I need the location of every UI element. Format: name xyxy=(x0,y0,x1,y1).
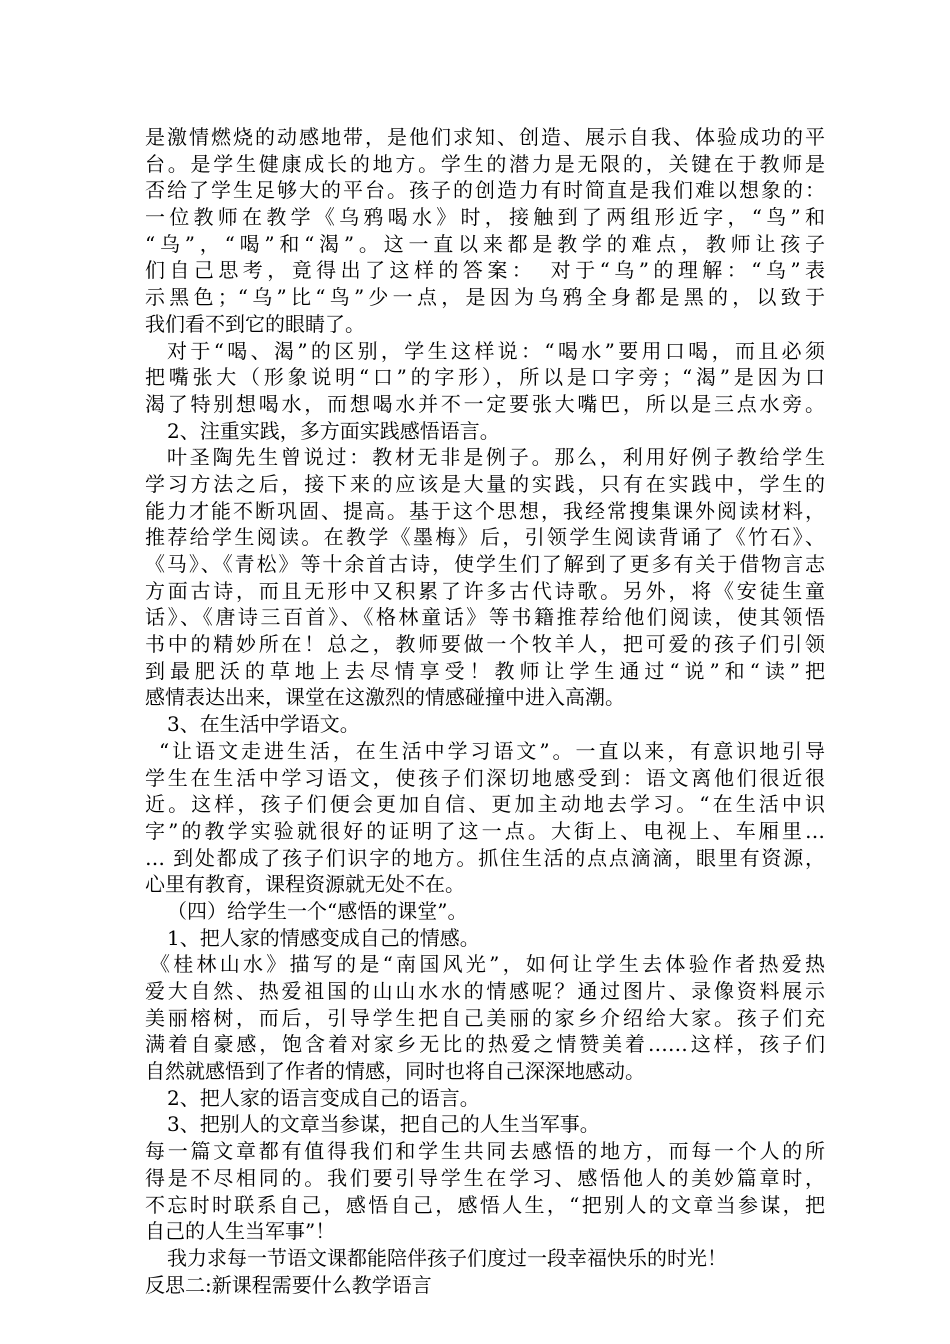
section-heading: （四）给学生一个“感悟的课堂”。 xyxy=(167,898,468,923)
document-page xyxy=(145,124,825,1298)
text-line: 是激情燃烧的动感地带，是他们求知、创造、展示自我、体验成功的平 xyxy=(145,125,825,149)
text-line: 《桂林山水》描写的是“南国风光”，如何让学生去体验作者热爱热 xyxy=(150,952,825,977)
text-line: 2、把人家的语言变成自己的语言。 xyxy=(167,1085,480,1110)
text-line: 话》、《唐诗三百首》、《格林童话》等书籍推荐给他们阅读，使其领悟 xyxy=(145,605,825,630)
text-line: 推荐给学生阅读。在教学《墨梅》后，引领学生阅读背诵了《竹石》、 xyxy=(145,525,825,550)
text-line: “乌”，“喝”和“渴”。这一直以来都是教学的难点，教师让孩子 xyxy=(145,231,825,256)
text-line: … 到处都成了孩子们识字的地方。抓住生活的点点滴滴，眼里有资源， xyxy=(145,845,825,870)
text-line: 方面古诗，而且无形中又积累了许多古代诗歌。另外，将《安徒生童 xyxy=(145,578,825,603)
text-line: 3、把别人的文章当参谋，把自己的人生当军事。 xyxy=(167,1112,600,1137)
text-line: 满着自豪感，饱含着对家乡无比的热爱之情赞美着……这样，孩子们 xyxy=(145,1032,825,1057)
text-line: 我力求每一节语文课都能陪伴孩子们度过一段幸福快乐的时光！ xyxy=(167,1245,727,1270)
text-line: 书中的精妙所在！总之，教师要做一个牧羊人，把可爱的孩子们引领 xyxy=(145,632,825,657)
text-line: 不忘时时联系自己，感悟自己，感悟人生，“把别人的文章当参谋，把 xyxy=(145,1192,825,1217)
text-line: 字”的教学实验就很好的证明了这一点。大街上、电视上、车厢里… xyxy=(145,818,825,843)
text-line: 我们看不到它的眼睛了。 xyxy=(145,311,365,336)
text-line: 能力才能不断巩固、提高。基于这个思想，我经常搜集课外阅读材料， xyxy=(145,498,825,523)
text-line: 自然就感悟到了作者的情感，同时也将自己深深地感动。 xyxy=(145,1059,645,1084)
text-line: 感情表达出来，课堂在这激烈的情感碰撞中进入高潮。 xyxy=(145,685,625,710)
text-line: “让语文走进生活，在生活中学习语文”。一直以来，有意识地引导 xyxy=(159,738,825,763)
text-line: 《马》、《青松》等十余首古诗，使学生们了解到了更多有关于借物言志 xyxy=(145,552,825,576)
text-line: 得是不尽相同的。我们要引导学生在学习、感悟他人的美妙篇章时， xyxy=(145,1165,825,1190)
text-line: 对于“喝、渴”的区别，学生这样说：“喝水”要用口喝，而且必须 xyxy=(167,338,825,363)
text-line: 每一篇文章都有值得我们和学生共同去感悟的地方，而每一个人的所 xyxy=(145,1139,825,1164)
text-line: 台。是学生健康成长的地方。学生的潜力是无限的，关键在于教师是 xyxy=(145,151,825,176)
text-line: 否给了学生足够大的平台。孩子的创造力有时简直是我们难以想象的： xyxy=(145,178,825,203)
text-line: 心里有教育，课程资源就无处不在。 xyxy=(145,872,465,897)
text-line: 一位教师在教学《乌鸦喝水》时，接触到了两组形近字，“鸟”和 xyxy=(145,205,825,230)
text-line: 们自己思考，竟得出了这样的答案： 对于“乌”的理解：“乌”表 xyxy=(145,258,825,283)
text-line: 渴了特别想喝水，而想喝水并不一定要张大嘴巴，所以是三点水旁。 xyxy=(145,391,825,416)
text-line: 学习方法之后，接下来的应该是大量的实践，只有在实践中，学生的 xyxy=(145,471,825,496)
text-line: 3、在生活中学语文。 xyxy=(167,712,360,737)
text-line: 叶圣陶先生曾说过：教材无非是例子。那么，利用好例子教给学生 xyxy=(167,445,825,470)
text-line: 示黑色；“乌”比“鸟”少一点，是因为乌鸦全身都是黑的，以致于 xyxy=(145,285,825,310)
text-line: 2、注重实践，多方面实践感悟语言。 xyxy=(167,418,500,443)
text-line: 到最肥沃的草地上去尽情享受！教师让学生通过“说”和“读”把 xyxy=(145,658,825,683)
section-heading: 反思二:新课程需要什么教学语言 xyxy=(145,1272,432,1297)
text-line: 美丽榕树，而后，引导学生把自己美丽的家乡介绍给大家。孩子们充 xyxy=(145,1005,825,1030)
text-line: 1、把人家的情感变成自己的情感。 xyxy=(167,925,480,950)
text-line: 学生在生活中学习语文，使孩子们深切地感受到：语文离他们很近很 xyxy=(145,765,825,790)
text-line: 近。这样，孩子们便会更加自信、更加主动地去学习。“在生活中识 xyxy=(145,792,825,817)
text-line: 爱大自然、热爱祖国的山山水水的情感呢？通过图片、录像资料展示 xyxy=(145,979,825,1003)
text-line: 把嘴张大（形象说明“口”的字形），所以是口字旁；“渴”是因为口 xyxy=(145,365,825,390)
text-line: 自己的人生当军事”！ xyxy=(145,1219,336,1244)
